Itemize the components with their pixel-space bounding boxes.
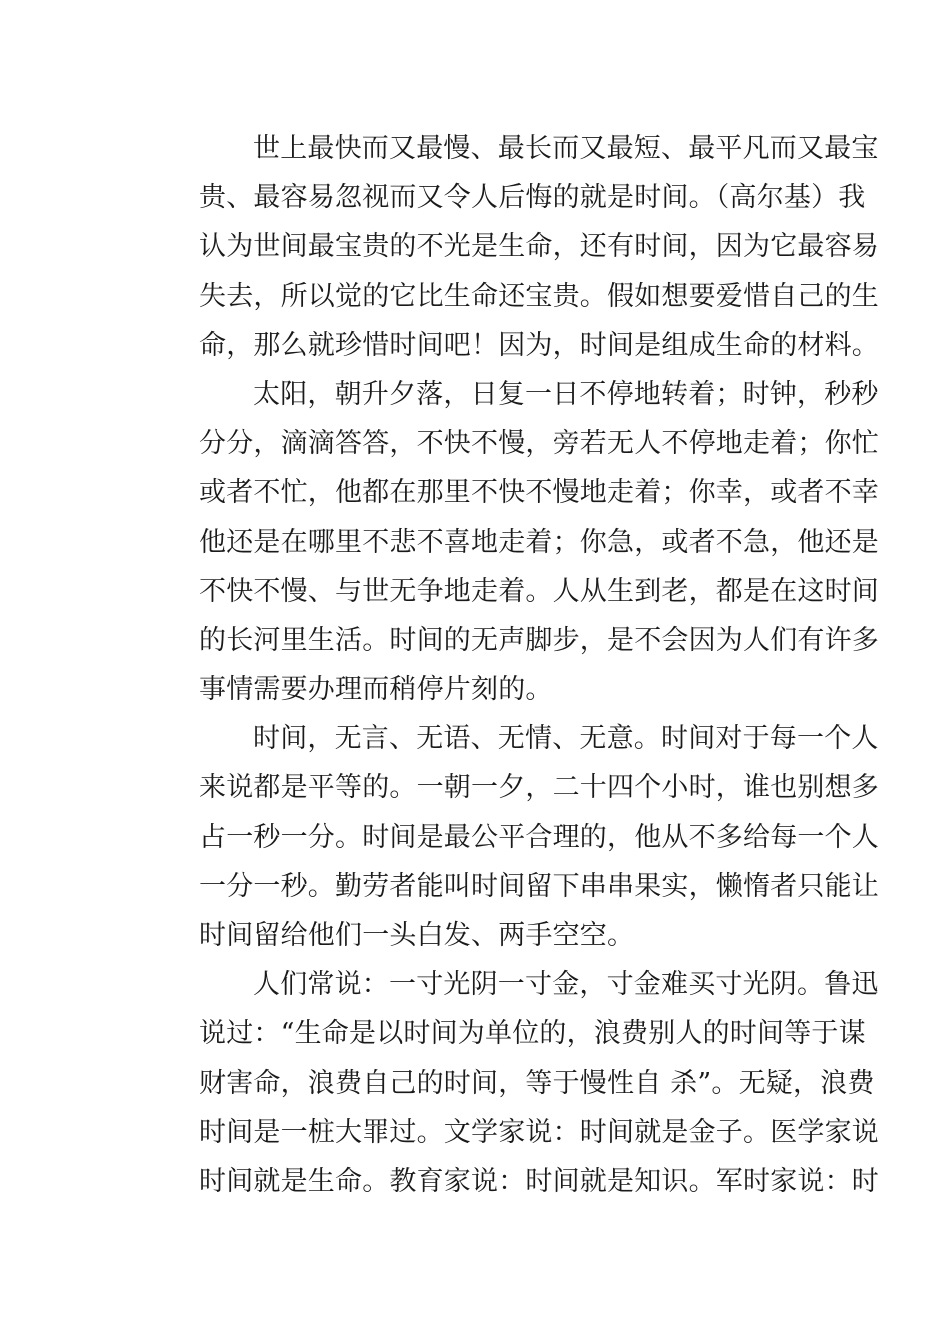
text-line: 的长河里生活。时间的无声脚步，是不会因为人们有许多 (199, 624, 879, 656)
article-body (145, 124, 879, 1206)
text-line: 说过：“生命是以时间为单位的，浪费别人的时间等于谋 (199, 1018, 866, 1050)
text-line: 占一秒一分。时间是最公平合理的，他从不多给每一个人 (199, 821, 879, 853)
text-line: 他还是在哪里不悲不喜地走着；你急，或者不急，他还是 (199, 526, 879, 558)
text-line: 时间是一桩大罪过。文学家说：时间就是金子。医学家说 (199, 1116, 879, 1148)
text-line: 时间，无言、无语、无情、无意。时间对于每一个人 (253, 723, 879, 755)
text-line: 贵、最容易忽视而又令人后悔的就是时间。（高尔基）我 (199, 182, 866, 214)
paragraph-3 (145, 714, 879, 960)
text-line: 不快不慢、与世无争地走着。人从生到老，都是在这时间 (199, 575, 879, 607)
text-line: 命，那么就珍惜时间吧！因为，时间是组成生命的材料。 (199, 329, 879, 361)
paragraph-1 (145, 124, 879, 370)
text-line: 财害命，浪费自己的时间，等于慢性自 杀”。无疑，浪费 (199, 1067, 875, 1099)
paragraph-2 (145, 370, 879, 714)
text-line: 时间就是生命。教育家说：时间就是知识。军时家说：时 (199, 1165, 879, 1197)
text-line: 人们常说：一寸光阴一寸金，寸金难买寸光阴。鲁迅 (253, 969, 879, 1001)
text-line: 来说都是平等的。一朝一夕，二十四个小时，谁也别想多 (199, 772, 879, 804)
text-line: 太阳，朝升夕落，日复一日不停地转着；时钟，秒秒 (253, 378, 879, 410)
text-line: 认为世间最宝贵的不光是生命，还有时间，因为它最容易 (199, 231, 879, 263)
text-line: 失去，所以觉的它比生命还宝贵。假如想要爱惜自己的生 (199, 280, 879, 312)
text-line: 分分，滴滴答答，不快不慢，旁若无人不停地走着；你忙 (199, 428, 879, 460)
text-line: 一分一秒。勤劳者能叫时间留下串串果实，懒惰者只能让 (199, 870, 879, 902)
text-line: 世上最快而又最慢、最长而又最短、最平凡而又最宝 (253, 133, 879, 164)
text-line: 或者不忙，他都在那里不快不慢地走着；你幸，或者不幸 (199, 477, 879, 509)
text-line: 时间留给他们一头白发、两手空空。 (199, 920, 635, 951)
text-line: 事情需要办理而稍停片刻的。 (199, 674, 553, 706)
paragraph-4 (145, 960, 879, 1206)
